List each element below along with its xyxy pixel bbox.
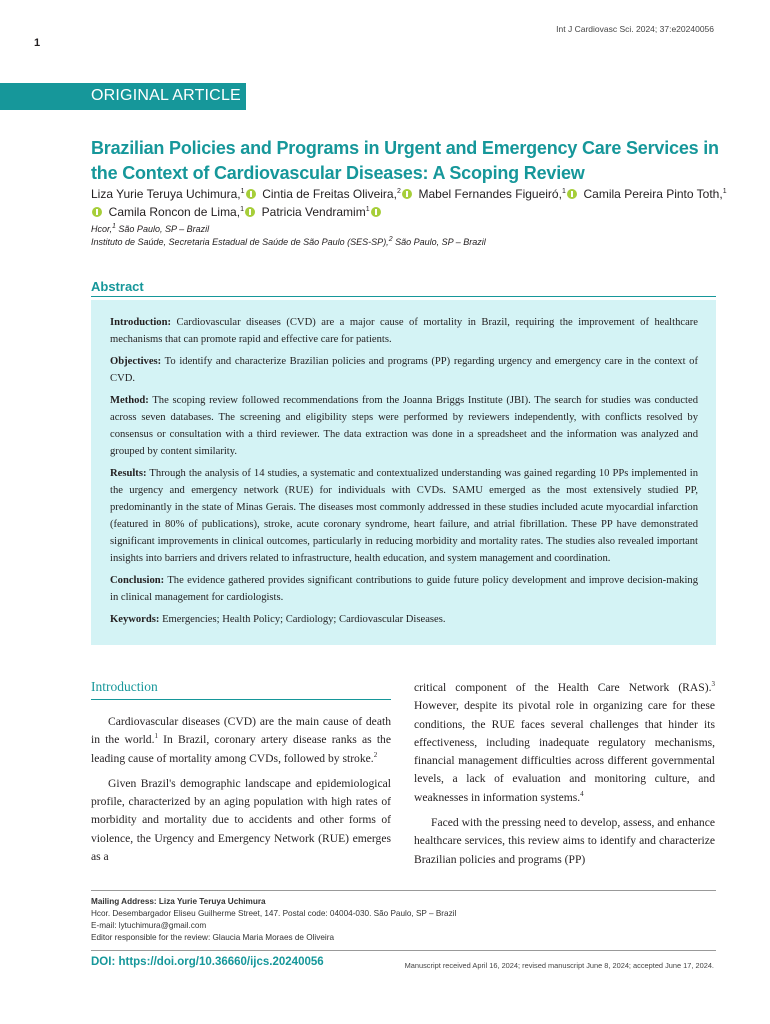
mailing-divider — [91, 890, 716, 891]
orcid-icon[interactable] — [371, 207, 381, 217]
abstract-results: Results: Through the analysis of 14 studies, a systematic and contextualized understanding was gained regarding 10 PPs implemented in the urgency and emergency network (RUE) for individuals with CVDs. SAMU emerged as the most extensively studied PP, predominantly in the state of Minas Gerais. The diseases most commonly addressed in these studies included acute myocardial infarction (featured in 80% of publications), stroke, acute coronary syndrome, heart failure, and atrial fibrillation. These PP have demonstrated significant improvements in clinical outcomes, particularly in reducing morbidity and mortality rates. The studies also revealed important insights into barriers and drivers related to infrastructure, health education, and system management and coordination. — [110, 468, 698, 564]
author-name: Camila Roncon de Lima,$^1$ — [109, 205, 255, 219]
abstract-method: Method: The scoping review followed recommendations from the Joanna Briggs Institute (JBI). The search for studies was conducted across seven databases. The screening and eligibility steps were performed by reviewers independently, with conflicts resolved by consensus or consultation with a third reviewer. The data extraction was done in a spreadsheet and the information was analyzed and grouped by content similarity. — [110, 395, 698, 457]
manuscript-dates: Manuscript received April 16, 2024; revised manuscript June 8, 2024; accepted June 17, 2024. — [404, 961, 714, 970]
orcid-icon[interactable] — [402, 189, 412, 199]
introduction-divider — [91, 699, 391, 700]
introduction-heading: Introduction — [91, 679, 158, 694]
orcid-icon[interactable] — [245, 207, 255, 217]
abstract-heading: Abstract — [91, 279, 144, 294]
paragraph: critical component of the Health Care Network (RAS).$^3$ However, despite its pivotal role in organizing care for these conditions, the RUE faces several challenges that hinder its effectiveness, including inadequate regulatory mechanisms, financial management difficulties across different governmental levels, a lack of evaluation and monitoring culture, and weaknesses in information systems.$^4$ — [414, 680, 715, 804]
page-number: 1 — [34, 37, 41, 49]
abstract-divider — [91, 296, 716, 297]
doi-link[interactable]: DOI: https://doi.org/10.36660/ijcs.20240056 — [91, 956, 324, 968]
author-name: Cintia de Freitas Oliveira,$^2$ — [262, 187, 412, 201]
orcid-icon[interactable] — [246, 189, 256, 199]
footer-divider — [91, 950, 716, 951]
abstract-objectives: Objectives: To identify and characterize Brazilian policies and programs (PP) regarding urgency and emergency care in the context of CVD. — [110, 356, 698, 384]
orcid-icon[interactable] — [567, 189, 577, 199]
mailing-heading: Mailing Address: Liza Yurie Teruya Uchimura — [91, 897, 266, 906]
author-list — [91, 186, 731, 221]
mailing-email[interactable]: E-mail: lytuchimura@gmail.com — [91, 921, 207, 930]
orcid-icon[interactable] — [92, 207, 102, 217]
paragraph: Cardiovascular diseases (CVD) are the main cause of death in the world.$^1$ In Brazil, coronary artery disease ranks as the leading cause of mortality among CVDs, followed by stroke.$^2$ — [91, 715, 391, 765]
mailing-address-block — [91, 896, 716, 944]
author-name: Mabel Fernandes Figueiró,$^1$ — [419, 187, 577, 201]
author-name: Liza Yurie Teruya Uchimura,$^1$ — [91, 187, 256, 201]
mailing-address: Hcor. Desembargador Eliseu Guilherme Street, 147. Postal code: 04004-030. São Paulo, SP – Brazil — [91, 909, 457, 918]
author-name: Camila Pereira Pinto Toth,$^1$ — [91, 187, 727, 219]
article-title: Brazilian Policies and Programs in Urgent and Emergency Care Services in the Context of Cardiovascular Diseases: A Scoping Review — [91, 138, 719, 183]
affiliation-1: Hcor,$^1$ São Paulo, SP – Brazil — [91, 223, 210, 234]
body-column-right — [414, 679, 715, 876]
author-name: Patricia Vendramim$^1$ — [262, 205, 381, 219]
abstract-introduction: Introduction: Cardiovascular diseases (CVD) are a major cause of mortality in Brazil, requiring the improvement of healthcare mechanisms that can promote rapid and effective care for patients. — [110, 317, 698, 345]
mailing-editor: Editor responsible for the review: Glaucia Maria Moraes de Oliveira — [91, 933, 334, 942]
affiliations — [91, 223, 731, 249]
paragraph: Faced with the pressing need to develop, assess, and enhance healthcare services, this review aims to identify and characterize Brazilian policies and programs (PP) — [414, 816, 715, 866]
abstract-keywords: Keywords: Emergencies; Health Policy; Cardiology; Cardiovascular Diseases. — [110, 614, 446, 625]
journal-reference: Int J Cardiovasc Sci. 2024; 37:e20240056 — [556, 24, 714, 34]
abstract-content — [110, 314, 698, 633]
article-type-label: ORIGINAL ARTICLE — [91, 87, 241, 104]
affiliation-2: Instituto de Saúde, Secretaria Estadual de Saúde de São Paulo (SES-SP),$^2$ São Paulo, SP – Brazil — [91, 236, 486, 247]
body-column-left — [91, 713, 391, 873]
abstract-conclusion: Conclusion: The evidence gathered provides significant contributions to guide future policy development and improve decision-making in clinical management for cardiologists. — [110, 575, 698, 603]
paragraph: Given Brazil's demographic landscape and epidemiological profile, characterized by an aging population with high rates of morbidity and mortality due to accidents and other forms of violence, the Urgency and Emergency Network (RUE) emerges as a — [91, 776, 391, 864]
